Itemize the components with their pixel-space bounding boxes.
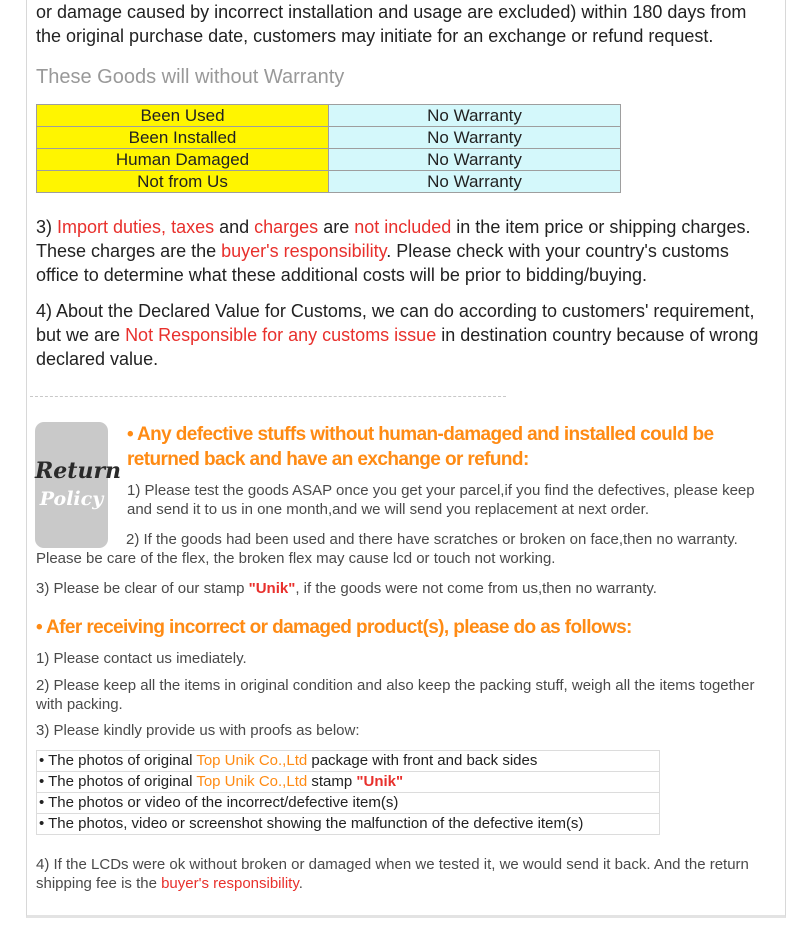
table-cell-item: Been Installed [37,127,329,149]
return-rule-1: 1) Please test the goods ASAP once you get your parcel,if you find the defectives, please keep and send it to us in one month,and we will send you replacement at next order. [127,482,755,518]
stamp-text: "Unik" [248,580,296,597]
intro-paragraph: or damage caused by incorrect installation and usage are excluded) within 180 days from the original purchase date, customers may initiate for an exchange or refund request. [36,2,747,46]
text: in destination country because of wrong declared value. [36,325,759,369]
text: and [214,217,255,237]
text: • The photos of original [39,752,197,769]
table-row [37,772,660,793]
return-rule-3 [36,579,782,598]
table-row [37,171,621,193]
table-cell-item: Human Damaged [37,149,329,171]
return-heading: • Any defective stuffs without human-damaged and installed could be returned back and have an exchange or refund: [127,424,714,470]
text: . Please check with your country's customs office to determine what these additional costs will be prior to bidding/buying. [36,241,729,285]
table-row [37,814,660,835]
table-cell-status: No Warranty [329,171,621,193]
no-warranty-table [36,104,621,193]
step-1: 1) Please contact us imediately. [36,650,247,667]
text: , if the goods were not come from us,then no warranty. [295,580,657,597]
return-rule-2: 2) If the goods had been used and there have scratches or broken on face,then no warranty. Please be care of the flex, the broken flex may cause lcd or touch not working. [36,531,738,567]
table-cell-item: Not from Us [37,171,329,193]
table-cell-status: No Warranty [329,105,621,127]
dotted-divider [30,396,506,397]
table-cell-status: No Warranty [329,127,621,149]
duties-paragraph [36,215,776,287]
text: 4) If the LCDs were ok without broken or damaged when we tested it, we would send it back. And the return shipping fee is the [36,856,749,892]
text: 3) [36,217,58,237]
highlight-text: buyer's responsibility [221,241,387,261]
table-cell: • The photos or video of the incorrect/defective item(s) [37,793,660,814]
step-4 [36,855,776,893]
table-row [37,149,621,171]
badge-line-1: Return [35,458,122,484]
text: 3) Please be clear of our stamp [36,580,249,597]
table-cell [37,751,660,772]
text: are [318,217,355,237]
highlight-text: Import duties, taxes [57,217,215,237]
text: . [298,875,303,892]
text: 4) About the Declared Value for Customs, we can do according to customers' requirement, but we are [36,301,755,345]
highlight-text: buyer's responsibility [161,875,299,892]
text: in the item price or shipping charges. These charges are the [36,217,751,261]
brand-text: Top Unik Co.,Ltd [196,773,308,790]
text: • The photos of original [39,773,197,790]
text: package with front and back sides [307,752,538,769]
table-row [37,751,660,772]
table-row [37,105,621,127]
table-cell: • The photos, video or screenshot showing the malfunction of the defective item(s) [37,814,660,835]
highlight-text: charges [254,217,319,237]
stamp-text: "Unik" [356,773,404,790]
badge-line-2: Policy [39,488,104,510]
text: stamp [307,773,357,790]
brand-text: Top Unik Co.,Ltd [196,752,308,769]
step-2: 2) Please keep all the items in original condition and also keep the packing stuff, weigh all the items together with packing. [36,677,755,713]
step-3: 3) Please kindly provide us with proofs as below: [36,722,360,739]
table-cell-item: Been Used [37,105,329,127]
damaged-heading: • Afer receiving incorrect or damaged product(s), please do as follows: [36,617,632,638]
no-warranty-heading: These Goods will without Warranty [36,66,345,88]
highlight-text: not included [354,217,452,237]
customs-paragraph [36,299,776,371]
table-row [37,127,621,149]
table-cell [37,772,660,793]
proofs-table [36,750,660,835]
table-row [37,793,660,814]
highlight-text: Not Responsible for any customs issue [125,325,437,345]
table-cell-status: No Warranty [329,149,621,171]
